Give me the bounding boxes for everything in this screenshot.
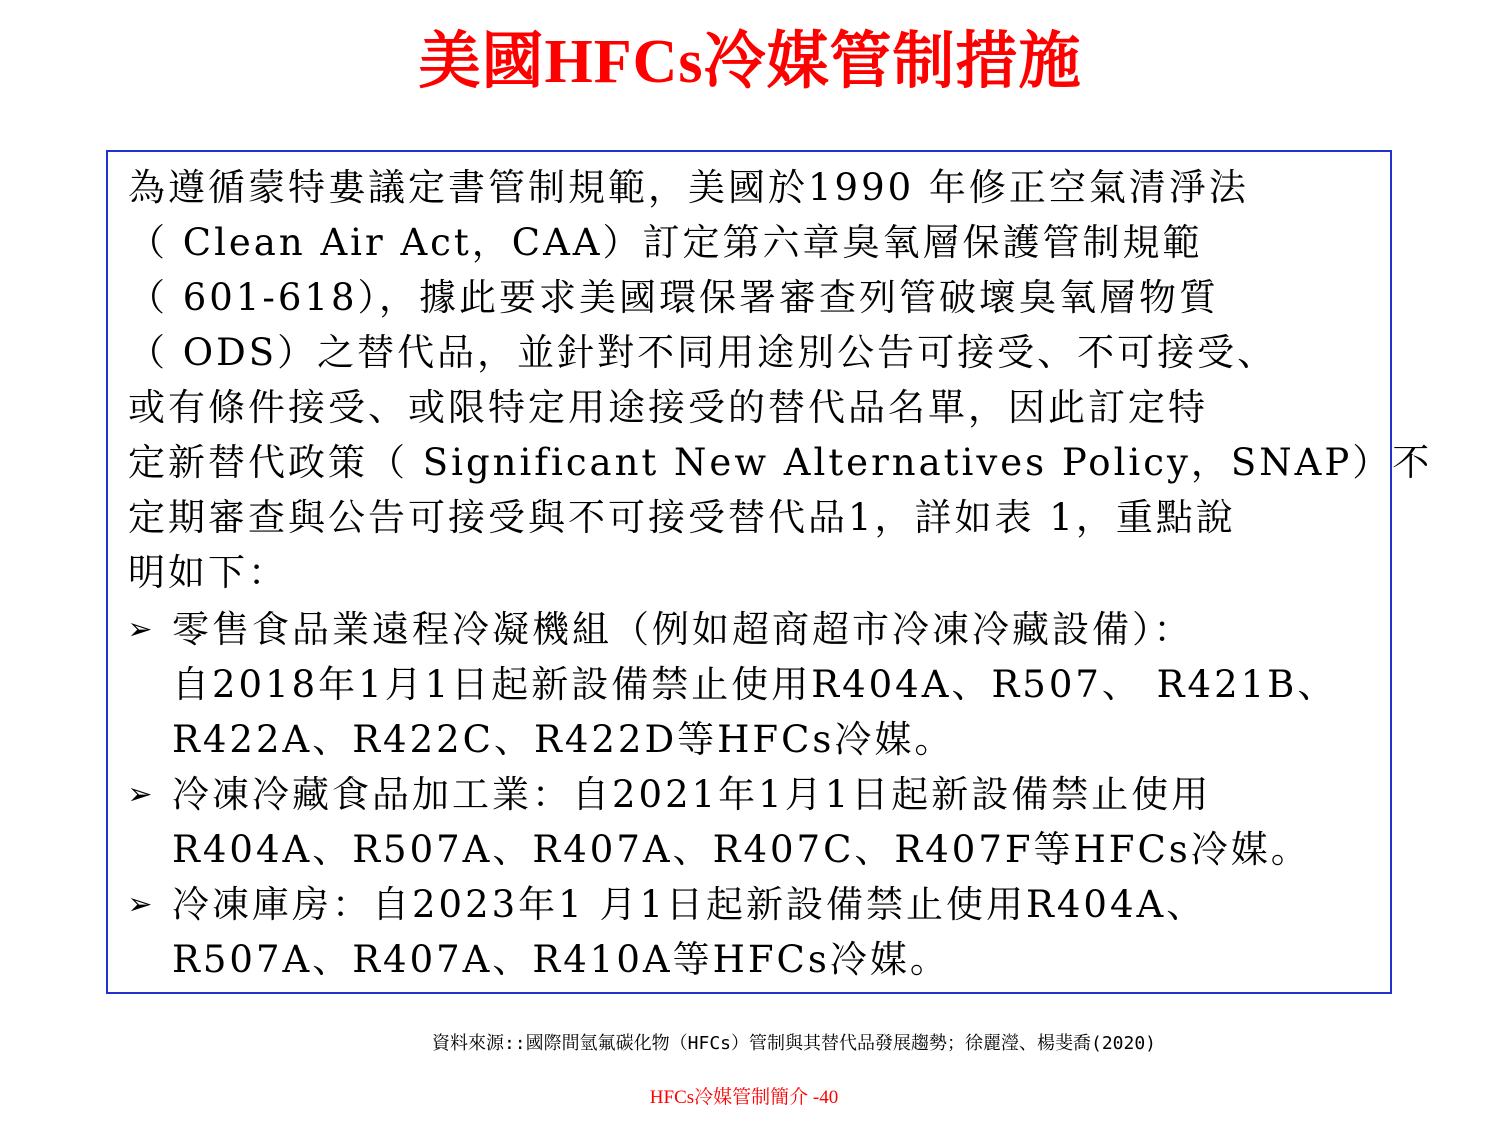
slide-title: 美國HFCs冷媒管制措施 — [418, 28, 1082, 96]
page-footer: HFCs冷媒管制簡介 -40 — [649, 1087, 839, 1108]
arrow-bullet-icon: ➢ — [127, 887, 153, 922]
bullet-line: 冷凍冷藏食品加工業：自2021年1月1日起新設備禁止使用 — [172, 773, 1212, 816]
paragraph-line: 定期審查與公告可接受與不可接受替代品1，詳如表 1，重點說 — [128, 496, 1236, 539]
content-box — [106, 150, 1433, 994]
arrow-bullet-icon: ➢ — [127, 612, 153, 647]
intro-paragraph — [128, 160, 1433, 600]
paragraph-line: （ 601-618），據此要求美國環保署審查列管破壞臭氧層物質 — [128, 276, 1220, 319]
paragraph-line: （ ODS）之替代品，並針對不同用途別公告可接受、不可接受、 — [128, 331, 1278, 374]
paragraph-line: （ Clean Air Act，CAA）訂定第六章臭氧層保護管制規範 — [128, 221, 1203, 264]
bullet-line: R507A、R407A、R410A等HFCs冷媒。 — [172, 938, 950, 981]
source-citation: 資料來源::國際間氫氟碳化物（HFCs）管制與其替代品發展趨勢；徐麗瀅、楊斐喬(2020) — [431, 1033, 1157, 1054]
bullet-list — [122, 602, 1382, 987]
bullet-line: R404A、R507A、R407A、R407C、R407F等HFCs冷媒。 — [172, 828, 1311, 871]
paragraph-line: 定新替代政策（ Significant New Alternatives Policy，SNAP）不 — [128, 441, 1433, 484]
bullet-line: 自2018年1月1日起新設備禁止使用R404A、R507、 R421B、 — [172, 663, 1338, 706]
paragraph-line: 為遵循蒙特婁議定書管制規範，美國於1990 年修正空氣清淨法 — [128, 166, 1249, 209]
bullet-line: 零售食品業遠程冷凝機組（例如超商超市冷凍冷藏設備）： — [172, 608, 1194, 651]
bullet-item-cold-storage — [122, 877, 1382, 987]
arrow-bullet-icon: ➢ — [127, 777, 153, 812]
bullet-item-food-processing — [122, 767, 1382, 877]
paragraph-line: 明如下： — [128, 551, 288, 594]
bullet-item-retail — [122, 602, 1382, 767]
bullet-line: 冷凍庫房：自2023年1 月1日起新設備禁止使用R404A、 — [172, 883, 1207, 926]
bullet-line: R422A、R422C、R422D等HFCs冷媒。 — [172, 718, 955, 761]
paragraph-line: 或有條件接受、或限特定用途接受的替代品名單，因此訂定特 — [128, 386, 1208, 429]
